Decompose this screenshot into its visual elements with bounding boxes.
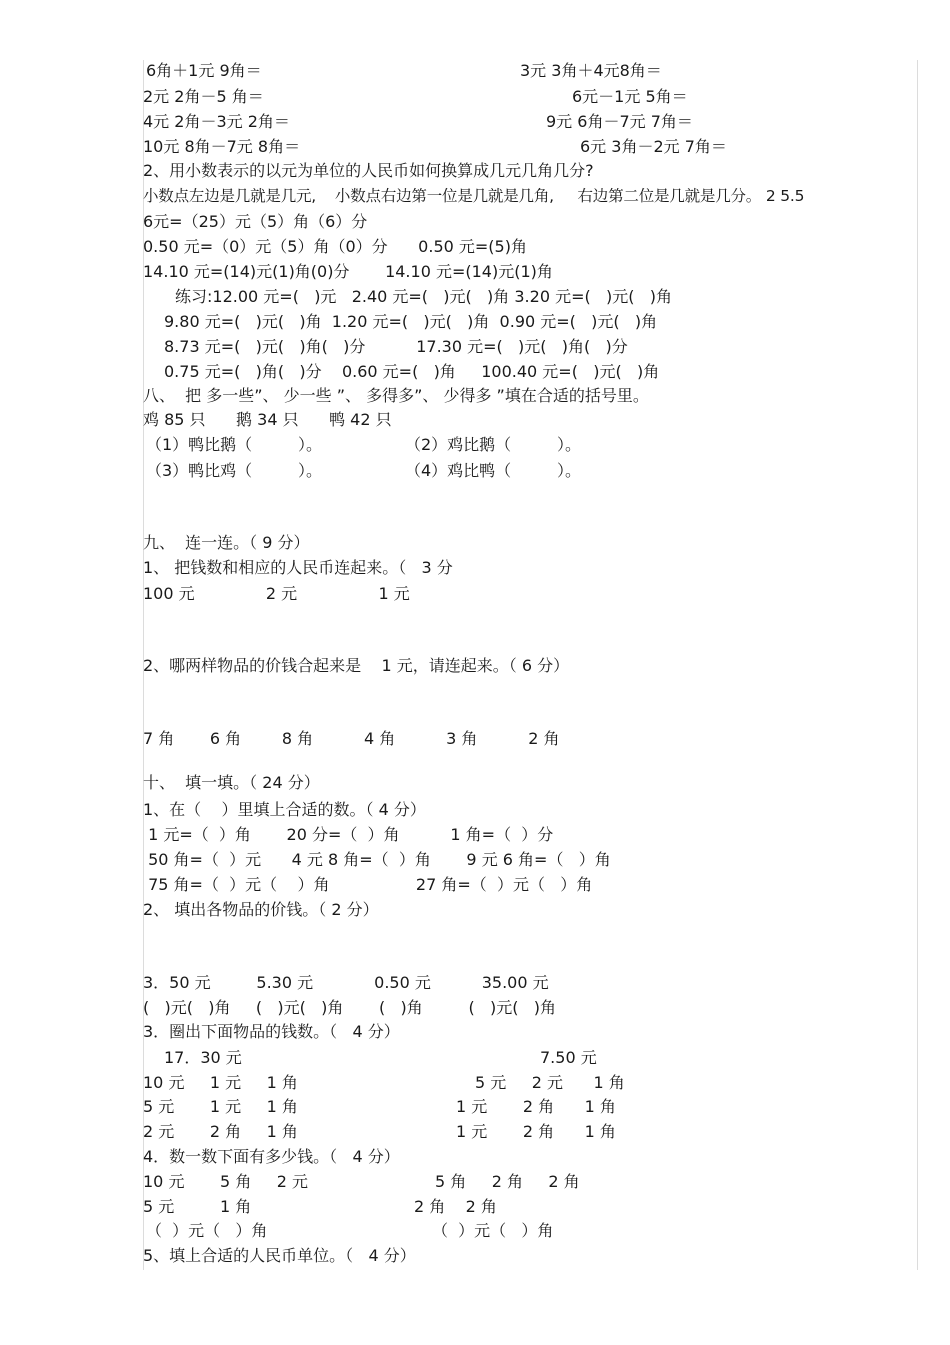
fill-line: 1 元=（ ）角 20 分=（ ）角 1 角=（ ）分 — [143, 825, 554, 844]
money-row: 1 元 2 角 1 角 — [456, 1122, 616, 1141]
money-row: 1 元 2 角 1 角 — [456, 1097, 616, 1116]
example-line: 0.50 元=（0）元（5）角（0）分 0.50 元=(5)角 — [143, 237, 527, 256]
money-row: 5 角 2 角 2 角 — [435, 1172, 580, 1191]
explanation-text: 小数点左边是几就是几元, 小数点右边第一位是几就是几角, 右边第二位是几就是几分。 2 5.5 — [143, 187, 805, 205]
question-heading: 5、填上合适的人民币单位。（ 4 分） — [143, 1246, 416, 1265]
section-heading: 十、 填一填。（ 24 分） — [143, 773, 320, 792]
expr-line: 2元 2角－5 角＝ — [143, 87, 264, 106]
section-heading: 八、 把 多一些”、 少一些 ”、 多得多”、 少得多 ”填在合适的括号里。 — [143, 386, 649, 405]
compare-item: （1）鸭比鹅（ ）。 — [146, 435, 322, 454]
fill-line: 50 角=（ ）元 4 元 8 角=（ ）角 9 元 6 角=（ ）角 — [143, 850, 611, 869]
question-heading: 2、 填出各物品的价钱。（ 2 分） — [143, 900, 379, 919]
expr-line: 9元 6角－7元 7角＝ — [546, 112, 693, 131]
expr-line: 6角＋1元 9角＝ — [146, 61, 262, 80]
expr-line: 6元－1元 5角＝ — [572, 87, 688, 106]
question-heading: 1、在（ ）里填上合适的数。（ 4 分） — [143, 800, 426, 819]
question-heading: 3．圈出下面物品的钱数。（ 4 分） — [143, 1022, 400, 1041]
price-line: 3．50 元 5.30 元 0.50 元 35.00 元 — [143, 973, 549, 992]
compare-item: （2）鸡比鹅（ ）。 — [405, 435, 581, 454]
money-row: 2 元 2 角 1 角 — [143, 1122, 298, 1141]
expr-line: 3元 3角＋4元8角＝ — [520, 61, 662, 80]
target-amount: 7.50 元 — [540, 1048, 597, 1067]
question-heading: 4．数一数下面有多少钱。（ 4 分） — [143, 1147, 400, 1166]
money-row: 10 元 5 角 2 元 — [143, 1172, 309, 1191]
money-row: 5 元 1 角 — [143, 1197, 252, 1216]
practice-line: 8.73 元=( )元( )角( )分 17.30 元=( )元( )角( )分 — [164, 337, 628, 356]
section-heading: 九、 连一连。（ 9 分） — [143, 533, 310, 552]
money-row: 10 元 1 元 1 角 — [143, 1073, 298, 1092]
answer-blanks: （ ）元（ ）角 — [146, 1221, 268, 1240]
animal-counts: 鸡 85 只 鹅 34 只 鸭 42 只 — [143, 410, 392, 429]
expr-line: 4元 2角－3元 2角＝ — [143, 112, 290, 131]
question-heading: 2、哪两样物品的价钱合起来是 1 元，请连起来。（ 6 分） — [143, 656, 570, 675]
expr-line: 10元 8角－7元 8角＝ — [143, 137, 301, 156]
money-row: 5 元 1 元 1 角 — [143, 1097, 298, 1116]
compare-item: （4）鸡比鸭（ ）。 — [405, 461, 581, 480]
practice-line: 0.75 元=( )角( )分 0.60 元=( )角 100.40 元=( )元( )角 — [164, 362, 660, 381]
question-heading: 2、用小数表示的以元为单位的人民币如何换算成几元几角几分? — [143, 161, 594, 180]
money-row: 2 角 2 角 — [414, 1197, 497, 1216]
answer-blanks: ( )元( )角 ( )元( )角 ( )角 ( )元( )角 — [143, 998, 557, 1017]
target-amount: 17．30 元 — [164, 1048, 242, 1067]
money-amounts: 100 元 2 元 1 元 — [143, 584, 410, 603]
practice-line: 9.80 元=( )元( )角 1.20 元=( )元( )角 0.90 元=( )元( )角 — [164, 312, 658, 331]
answer-blanks: （ ）元（ ）角 — [432, 1221, 554, 1240]
price-list: 7 角 6 角 8 角 4 角 3 角 2 角 — [143, 729, 560, 748]
example-line: 6元=（25）元（5）角（6）分 — [143, 212, 368, 231]
compare-item: （3）鸭比鸡（ ）。 — [146, 461, 322, 480]
page-right-rule — [917, 60, 918, 1270]
fill-line: 75 角=（ ）元（ ）角 27 角=（ ）元（ ）角 — [143, 875, 593, 894]
example-line: 14.10 元=(14)元(1)角(0)分 14.10 元=(14)元(1)角 — [143, 262, 553, 281]
practice-line: 练习:12.00 元=( )元 2.40 元=( )元( )角 3.20 元=( )元( )角 — [175, 287, 672, 306]
expr-line: 6元 3角－2元 7角＝ — [580, 137, 727, 156]
question-heading: 1、 把钱数和相应的人民币连起来。（ 3 分 — [143, 558, 453, 577]
money-row: 5 元 2 元 1 角 — [475, 1073, 625, 1092]
